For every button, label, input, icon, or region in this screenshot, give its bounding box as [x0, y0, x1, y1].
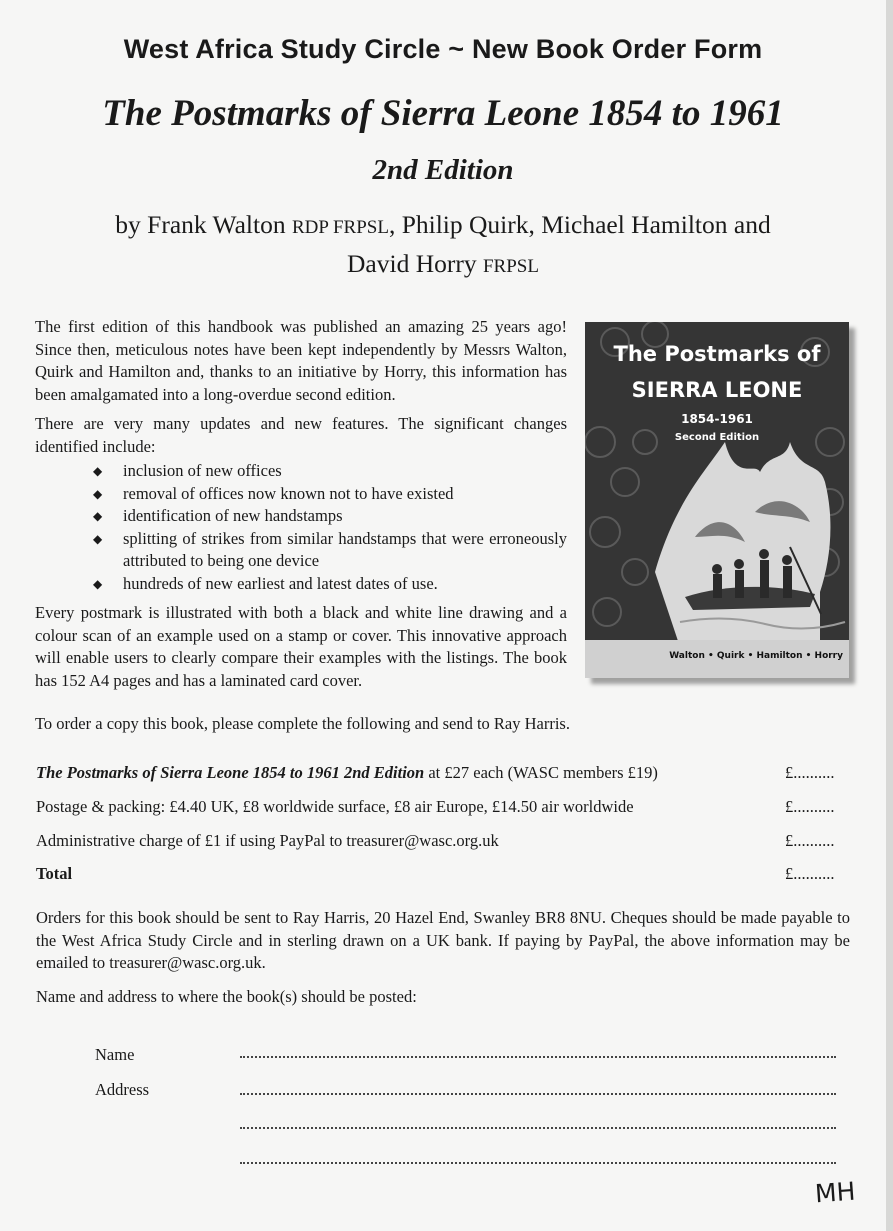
book-description	[35, 316, 567, 699]
amount-field-book[interactable]: £..........	[785, 763, 835, 782]
order-line-book: The Postmarks of Sierra Leone 1854 to 1961 2nd Edition at £27 each (WASC members £19)	[36, 763, 658, 782]
list-item: ◆ inclusion of new offices	[93, 460, 567, 483]
list-item: ◆ splitting of strikes from similar handstamps that were erroneously attributed to being one device	[93, 528, 567, 570]
cover-title-line-2: SIERRA LEONE	[631, 378, 803, 402]
cover-edition: Second Edition	[674, 432, 760, 443]
cover-title-line-1: The Postmarks of	[613, 342, 821, 366]
cover-artwork	[585, 322, 849, 678]
address-field-line-1[interactable]	[240, 1093, 836, 1095]
amount-field-postage[interactable]: £..........	[785, 797, 835, 816]
diamond-bullet-icon: ◆	[93, 464, 103, 478]
address-field-line-3[interactable]	[240, 1162, 836, 1164]
diamond-bullet-icon: ◆	[93, 576, 103, 591]
address-label: Address	[95, 1080, 150, 1099]
edition-heading: 2nd Edition	[372, 154, 514, 186]
order-line-postage: Postage & packing: £4.40 UK, £8 worldwide surface, £8 air Europe, £14.50 air worldwide	[36, 797, 634, 816]
address-heading: Name and address to where the book(s) should be posted:	[36, 987, 417, 1006]
list-item: ◆ removal of offices now known not to have existed	[93, 483, 567, 506]
intro-paragraph-3: Every postmark is illustrated with both a black and white line drawing and a colour scan of an example used on a stamp or cover. This innovative approach will enable users to clearly compare their examples with the listings. The book has 152 A4 pages and has a laminated card cover.	[35, 603, 567, 690]
amount-field-admin[interactable]: £..........	[785, 831, 835, 850]
name-label: Name	[95, 1045, 135, 1064]
diamond-bullet-icon: ◆	[93, 531, 103, 546]
page-edge	[886, 0, 893, 1231]
order-line-admin: Administrative charge of £1 if using PayPal to treasurer@wasc.org.uk	[36, 831, 499, 850]
authors	[40, 207, 846, 285]
book-title: The Postmarks of Sierra Leone 1854 to 1961	[102, 93, 784, 134]
address-field-line-2[interactable]	[240, 1127, 836, 1129]
amount-field-total[interactable]: £..........	[785, 864, 835, 883]
diamond-bullet-icon: ◆	[93, 509, 103, 523]
changes-list	[35, 460, 567, 595]
book-cover-image	[585, 322, 849, 678]
name-field[interactable]	[240, 1056, 836, 1058]
handwritten-initials: MH	[814, 1176, 857, 1209]
order-instructions-intro: To order a copy this book, please complete the following and send to Ray Harris.	[35, 714, 570, 733]
intro-paragraph-2: There are very many updates and new features. The significant changes identified include:	[35, 414, 567, 456]
intro-paragraph-1: The first edition of this handbook was published an amazing 25 years ago! Since then, meticulous notes have been kept independently by Messrs Walton, Quirk and Hamilton and, thanks to an initiative by Horry, this information has been amalgamated into a long-overdue second edition.	[35, 317, 567, 404]
payment-instructions: Orders for this book should be sent to Ray Harris, 20 Hazel End, Swanley BR8 8NU. Cheques should be made payable to the West Africa Study Circle and in sterling drawn on a UK bank. If paying by PayPal, the above information may be emailed to treasurer@wasc.org.uk.	[36, 908, 850, 972]
cover-years: 1854-1961	[681, 412, 753, 426]
form-title: West Africa Study Circle ~ New Book Order Form	[123, 34, 763, 64]
diamond-bullet-icon: ◆	[93, 486, 103, 501]
order-line-total: Total	[36, 864, 73, 883]
cover-authors: Walton • Quirk • Hamilton • Horry	[669, 651, 843, 661]
authors-line-1: by Frank Walton RDP FRPSL, Philip Quirk, Michael Hamilton and	[115, 210, 771, 239]
authors-line-2: David Horry FRPSL	[347, 249, 539, 278]
list-item: ◆ hundreds of new earliest and latest dates of use.	[93, 573, 567, 596]
list-item: ◆ identification of new handstamps	[93, 505, 567, 528]
